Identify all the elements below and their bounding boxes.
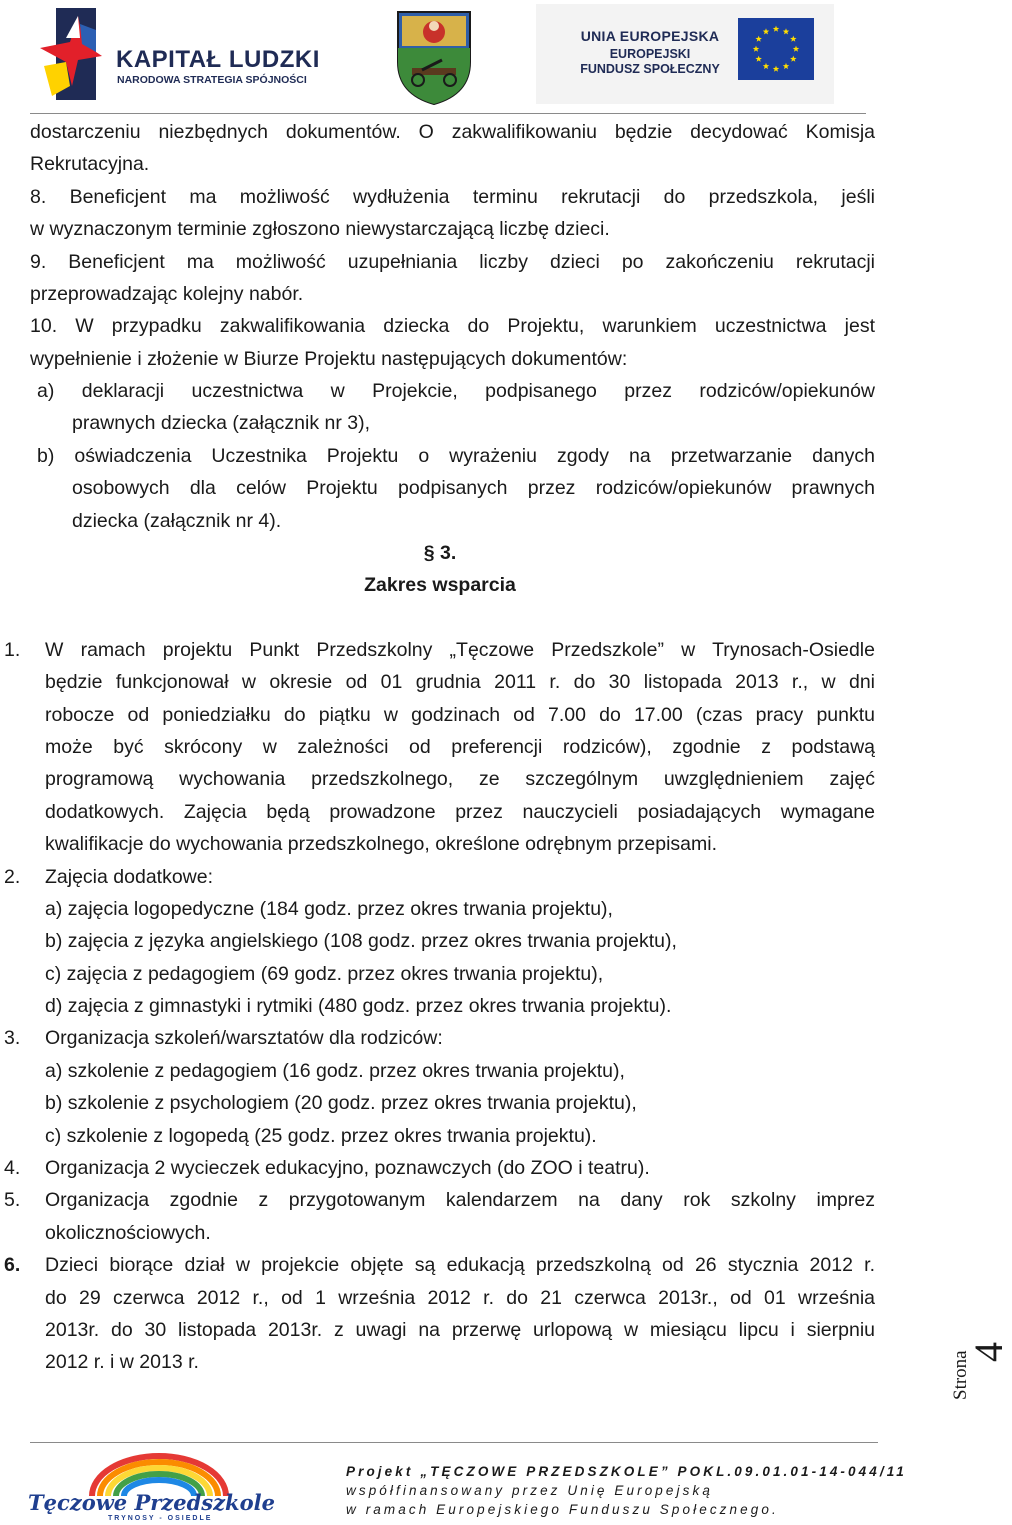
kapital-ludzki-subtitle: NARODOWA STRATEGIA SPÓJNOŚCI — [117, 74, 307, 86]
ue-line-2: EUROPEJSKI — [609, 47, 691, 61]
list-number-1: 1. — [4, 639, 21, 661]
ue-line-1: UNIA EUROPEJSKA — [580, 28, 720, 44]
page-label: Strona — [950, 1350, 971, 1400]
text-line: dziecka (załącznik nr 4). — [72, 510, 282, 532]
text-line: dodatkowych. Zajęcia będą prowadzone przez nauczycieli posiadających wymagane — [45, 801, 875, 823]
list-item-3: Organizacja szkoleń/warsztatów dla rodziców: — [45, 1027, 443, 1049]
list-number-2: 2. — [4, 866, 21, 888]
text-line: 2013r. do 30 listopada 2013r. z uwagi na przerwę urlopową w miesiącu lipcu i sierpniu — [45, 1319, 875, 1341]
page-number: 4 — [966, 1342, 1011, 1362]
sub-item-b: b) oświadczenia Uczestnika Projektu o wyrażeniu zgody na przetwarzanie danych — [37, 445, 875, 467]
text-line: będzie funkcjonował w okresie od 01 grudnia 2011 r. do 30 listopada 2013 r., w dni — [45, 671, 875, 693]
list-number-6: 6. — [4, 1254, 21, 1276]
list-item-10: 10. W przypadku zakwalifikowania dziecka do Projektu, warunkiem uczestnictwa jest — [30, 315, 875, 337]
text-line: Rekrutacyjna. — [30, 153, 150, 175]
footer-cofinanced-line: współfinansowany przez Unię Europejską — [346, 1483, 713, 1498]
sub-item-b: b) szkolenie z psychologiem (20 godz. przez okres trwania projektu), — [45, 1092, 637, 1114]
sub-item-a: a) deklaracji uczestnictwa w Projekcie, podpisanego przez rodziców/opiekunów — [37, 380, 875, 402]
text-line: robocze od poniedziałku do piątku w godzinach od 7.00 do 17.00 (czas pracy punktu — [45, 704, 875, 726]
unia-europejska-text — [566, 28, 734, 76]
text-line: może być skrócony w zależności od preferencji rodziców), zgodnie z podstawą — [45, 736, 875, 758]
sub-item-b: b) zajęcia z języka angielskiego (108 godz. przez okres trwania projektu), — [45, 930, 677, 952]
footer-logo-title: Tęczowe Przedszkole — [28, 1490, 275, 1515]
footer-project-line: Projekt „TĘCZOWE PRZEDSZKOLE” POKL.09.01.01-14-044/11 — [346, 1464, 907, 1479]
sub-item-c: c) szkolenie z logopedą (25 godz. przez okres trwania projektu). — [45, 1125, 597, 1147]
sub-item-a: a) szkolenie z pedagogiem (16 godz. przez okres trwania projektu), — [45, 1060, 625, 1082]
ue-line-3: FUNDUSZ SPOŁECZNY — [580, 62, 720, 76]
footer-logo-subtitle: TRYNOSY - OSIEDLE — [108, 1515, 213, 1522]
text-line: prawnych dziecka (załącznik nr 3), — [72, 412, 371, 434]
list-number-5: 5. — [4, 1189, 21, 1211]
list-item-4: Organizacja 2 wycieczek edukacyjno, poznawczych (do ZOO i teatru). — [45, 1157, 650, 1179]
section-title: Zakres wsparcia — [364, 574, 516, 596]
list-item-8: 8. Beneficjent ma możliwość wydłużenia terminu rekrutacji do przedszkola, jeśli — [30, 186, 875, 208]
list-item-1: W ramach projektu Punkt Przedszkolny „Tęczowe Przedszkole” w Trynosach-Osiedle — [45, 639, 875, 661]
list-number-3: 3. — [4, 1027, 21, 1049]
sub-item-c: c) zajęcia z pedagogiem (69 godz. przez okres trwania projektu), — [45, 963, 604, 985]
text-line: programową wychowania przedszkolnego, ze szczególnym uwzględnieniem zajęć — [45, 768, 875, 790]
section-number: § 3. — [423, 542, 457, 564]
footer-fund-line: w ramach Europejskiego Funduszu Społecznego. — [346, 1502, 779, 1517]
text-line: osobowych dla celów Projektu podpisanych przez rodziców/opiekunów prawnych — [72, 477, 875, 499]
list-item-6: Dzieci biorące dział w projekcie objęte są edukacją przedszkolną od 26 stycznia 2012 r. — [45, 1254, 875, 1276]
text-line: okolicznościowych. — [45, 1222, 211, 1244]
kapital-ludzki-star-icon — [40, 8, 102, 100]
eu-flag-icon — [738, 18, 814, 80]
sub-item-a: a) zajęcia logopedyczne (184 godz. przez okres trwania projektu), — [45, 898, 613, 920]
footer-text — [346, 1462, 907, 1519]
footer-divider — [30, 1442, 878, 1443]
list-item-9: 9. Beneficjent ma możliwość uzupełniania liczby dzieci po zakończeniu rekrutacji — [30, 251, 875, 273]
text-line: do 29 czerwca 2012 r., od 1 września 2012 r. do 21 czerwca 2013r., od 01 września — [45, 1287, 875, 1309]
teczowe-przedszkole-logo — [24, 1452, 286, 1522]
page-header — [0, 0, 960, 112]
kapital-ludzki-title: KAPITAŁ LUDZKI — [116, 46, 320, 73]
list-number-4: 4. — [4, 1157, 21, 1179]
kapital-ludzki-logo — [40, 8, 330, 104]
text-line: 2012 r. i w 2013 r. — [45, 1351, 199, 1373]
list-item-5: Organizacja zgodnie z przygotowanym kalendarzem na dany rok szkolny imprez — [45, 1189, 875, 1211]
text-line: w wyznaczonym terminie zgłoszono niewystarczającą liczbę dzieci. — [30, 218, 610, 240]
sub-item-d: d) zajęcia z gimnastyki i rytmiki (480 godz. przez okres trwania projektu). — [45, 995, 672, 1017]
coat-of-arms-icon — [392, 8, 476, 106]
unia-europejska-logo — [536, 4, 834, 104]
text-line: kwalifikacje do wychowania przedszkolnego, określone odrębnym przepisami. — [45, 833, 717, 855]
text-line: wypełnienie i złożenie w Biurze Projektu następujących dokumentów: — [30, 348, 628, 370]
text-line: przeprowadzając kolejny nabór. — [30, 283, 304, 305]
text-line: dostarczeniu niezbędnych dokumentów. O zakwalifikowaniu będzie decydować Komisja — [30, 121, 875, 143]
list-item-2: Zajęcia dodatkowe: — [45, 866, 214, 888]
header-divider — [30, 113, 866, 114]
